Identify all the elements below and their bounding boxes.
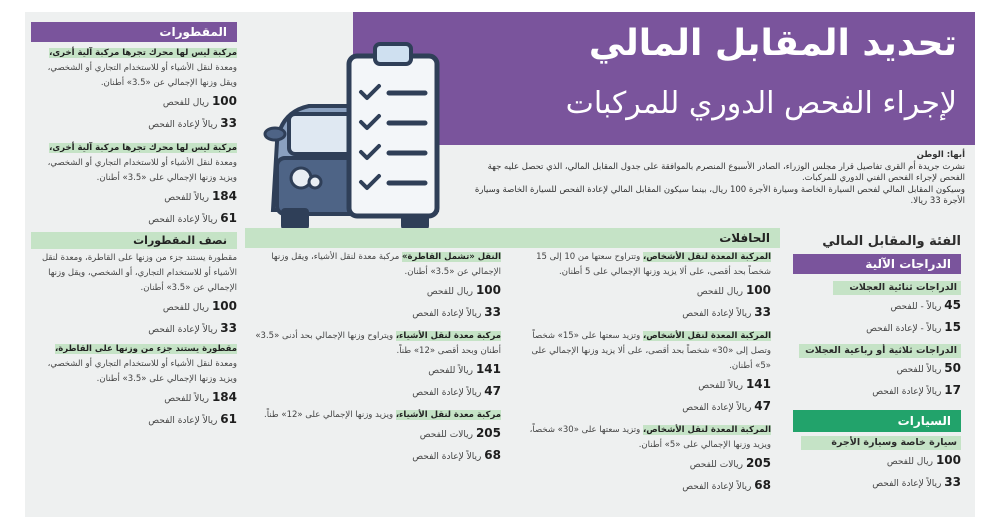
page-subtitle: لإجراء الفحص الدوري للمركبات xyxy=(565,86,957,121)
transport-item-2: مركبة معدة لنقل الأشياء، ويتراوح وزنها الإجمالي بحد أدنى «3.5» أطنان وبحد أقصى «12» طناً. 141ريالاً للفحص 47ريالاً لإعادة الفحص xyxy=(255,331,501,398)
clipboard-checklist-icon xyxy=(349,44,437,216)
two-wheel-label: الدراجات ثنائية العجلات xyxy=(833,281,961,295)
bus-item-2: المركبة المعدة لنقل الأشخاص، وتزيد سعتها على «15» شخصاً وتصل إلى «30» شخصاً بحد أقصى، على ألا يزيد وزنها الإجمالي على «5» أطنان. 141ريالاً للفحص 47ريالاً لإعادة الفحص xyxy=(531,331,771,413)
semi-trailer-item-2: مقطورة يستند جزء من وزنها على القاطرة، ومعدة لنقل الأشياء أو للاستخدام التجاري أو الشخصي، ويزيد وزنها الإجمالي على «3.5» أطنان. 184ريالاً للفحص 61ريالاً لإعادة الفحص xyxy=(47,344,237,426)
buses-column xyxy=(517,250,771,497)
transport-column xyxy=(247,250,501,467)
transport-item-1: النقل «تشمل القاطرة» مركبة معدة لنقل الأشياء، ويقل وزنها الإجمالي عن «3.5» أطنان. 100ريال للفحص 33ريالاً لإعادة الفحص xyxy=(271,252,501,319)
two-wheel-section xyxy=(833,281,961,339)
private-taxi-exam-price: 100ريال للفحص xyxy=(886,453,961,467)
infographic xyxy=(25,12,975,517)
bus-item-1: المركبة المعدة لنقل الأشخاص، وتتراوح سعتها من 10 إلى 15 شخصاً بحد أقصى، على ألا يزيد وزنها الإجمالي على 5 أطنان. 100ريال للفحص 33ريالاً لإعادة الفحص xyxy=(536,252,771,319)
three-wheel-section xyxy=(799,344,961,402)
category-column xyxy=(793,232,961,494)
semi-trailers-header: نصف المقطورات xyxy=(31,232,237,249)
car-clipboard-illustration xyxy=(263,40,441,230)
trailers-header: المقطورات xyxy=(31,22,237,42)
category-header: الفئة والمقابل المالي xyxy=(822,234,961,249)
trailer-item-2: مركبة ليس لها محرك تجرها مركبة آلية أخرى، ومعدة لنقل الأشياء أو للاستخدام التجاري أو الشخصي، ويزيد وزنها الإجمالي على «3.5» أطنان. 184ريالاً للفحص 61ريالاً لإعادة الفحص xyxy=(47,143,237,225)
intro-byline: أبها: الوطن xyxy=(916,150,965,160)
transport-item-3: مركبة معدة لنقل الأشياء، ويزيد وزنها الإجمالي على «12» طناً. 205ريالات للفحص 68ريالاً لإعادة الفحص xyxy=(264,410,501,462)
three-wheel-exam-price: 50ريالاً للفحص xyxy=(896,361,961,375)
private-taxi-section xyxy=(801,436,961,494)
cars-header: السيارات xyxy=(793,410,961,432)
three-wheel-reexam-price: 17ريالاً لإعادة الفحص xyxy=(872,383,961,397)
private-taxi-label: سيارة خاصة وسيارة الأجرة xyxy=(801,436,961,450)
buses-header: الحافلات xyxy=(245,228,780,248)
intro-paragraph-1: نشرت جريدة أم القرى تفاصيل قرار مجلس الوزراء، الصادر الأسبوع المنصرم بالموافقة على جدول المقابل المالي، الذي تحصل عليه جهة الفحص لإجراء الفحص الفني الدوري للمركبات. xyxy=(487,161,965,183)
three-wheel-label: الدراجات ثلاثية أو رباعية العجلات xyxy=(799,344,961,358)
page-title: تحديد المقابل المالي xyxy=(588,23,957,64)
two-wheel-reexam-price: 15ريالاً - لإعادة الفحص xyxy=(866,320,961,334)
intro-block xyxy=(465,150,965,208)
bus-item-3: المركبة المعدة لنقل الأشخاص، وتزيد سعتها على «30» شخصاً، ويزيد وزنها الإجمالي على «5» أطنان. 205ريالات للفحص 68ريالاً لإعادة الفحص xyxy=(529,425,771,492)
two-wheel-exam-price: 45ريالاً - للفحص xyxy=(890,298,961,312)
trailer-item-1: مركبة ليس لها محرك تجرها مركبة آلية أخرى، ومعدة لنقل الأشياء أو للاستخدام التجاري أو الشخصي، ويقل وزنها الإجمالي عن «3.5» أطنان. 100ريال للفحص 33ريالاً لإعادة الفحص xyxy=(47,48,237,130)
intro-paragraph-2: وسيكون المقابل المالي لفحص السيارة الخاصة وسيارة الأجرة 100 ريال، بينما سيكون المقابل المالي لإعادة الفحص للسيارة الخاصة وسيارة الأجرة 33 ريالا. xyxy=(474,184,965,206)
trailers-column xyxy=(31,22,237,431)
motorcycles-header: الدراجات الآلية xyxy=(793,254,961,274)
private-taxi-reexam-price: 33ريالاً لإعادة الفحص xyxy=(872,475,961,489)
semi-trailer-item-1: مقطورة يستند جزء من وزنها على القاطرة، ومعدة لنقل الأشياء أو للاستخدام التجاري، أو الشخصي، ويقل وزنها الإجمالي عن «3.5» أطنان. 100ريال للفحص 33ريالاً لإعادة الفحص xyxy=(41,253,237,335)
